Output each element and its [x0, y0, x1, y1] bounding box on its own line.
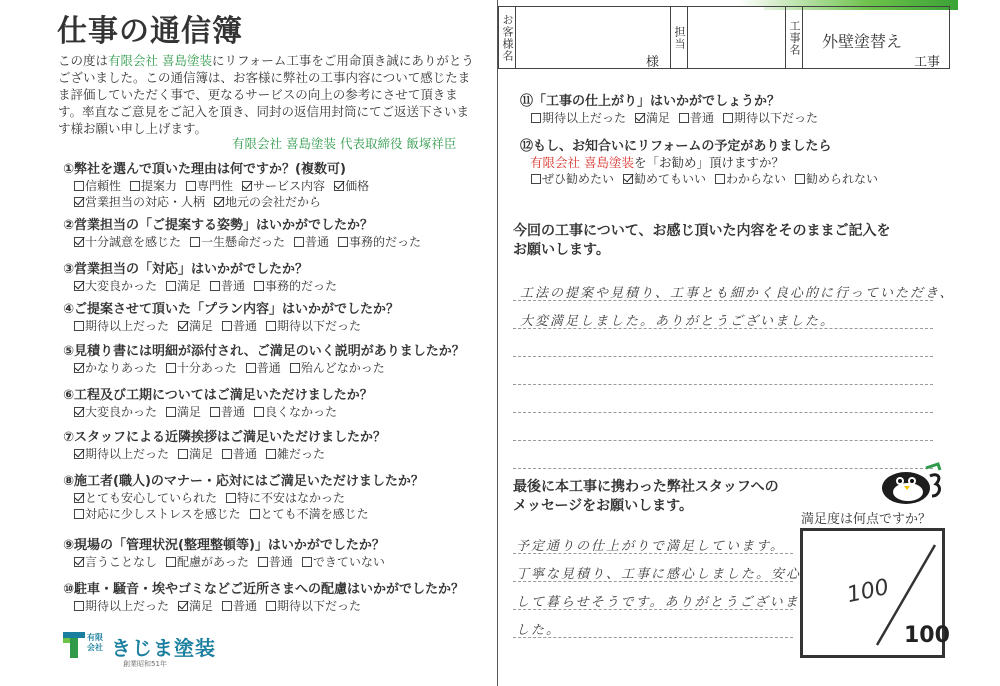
logo-name: きじま塗装 [111, 636, 216, 660]
impressions-title-line2: お願いします。 [513, 242, 610, 258]
checkbox[interactable] [254, 407, 264, 417]
penguin-mascot-icon [878, 462, 948, 506]
checkbox[interactable] [74, 509, 84, 519]
question-4 [63, 302, 483, 334]
checkbox[interactable] [254, 281, 264, 291]
checkbox[interactable] [222, 601, 232, 611]
option-label: 対応に少しストレスを感じた [85, 507, 241, 521]
option [166, 404, 201, 420]
option-label: 普通 [233, 319, 258, 333]
work-suffix: 工事 [914, 55, 941, 70]
checkbox[interactable] [250, 509, 260, 519]
option [74, 278, 157, 294]
option-label: 普通 [233, 447, 258, 461]
score-value: 100 [844, 574, 892, 609]
impressions-title [513, 222, 890, 260]
intro-before: この度は [58, 53, 109, 68]
option-row [63, 490, 483, 506]
option [74, 318, 169, 334]
logo-mark-icon [63, 632, 85, 658]
option [222, 598, 257, 614]
option [74, 554, 157, 570]
option [266, 598, 361, 614]
ruled-line [513, 468, 933, 469]
checkbox[interactable] [214, 197, 224, 207]
option-label: 雑だった [277, 447, 326, 461]
option-label: 普通 [256, 361, 281, 375]
option [222, 446, 257, 462]
option [166, 278, 201, 294]
question-title: ⑩駐車・騒音・埃やゴミなどご近所さまへの配慮はいかがでしたか？ [63, 582, 465, 597]
checkbox[interactable] [294, 237, 304, 247]
checkbox[interactable] [210, 281, 220, 291]
option-label: かなりあった [85, 361, 157, 375]
question-11-options [520, 110, 980, 126]
option-label: とても不満を感じた [260, 507, 369, 521]
question-3 [63, 262, 483, 294]
checkbox[interactable] [74, 281, 84, 291]
option-label: 普通 [233, 599, 258, 613]
option-row [63, 598, 483, 614]
handwritten-line: 大変満足しました。ありがとうございました。 [520, 314, 836, 329]
checkbox[interactable] [302, 557, 312, 567]
option-label: 良くなかった [265, 405, 338, 419]
question-title: ⑨現場の「管理状況(整理整頓等)」はいかがでしたか？ [63, 538, 385, 553]
checkbox[interactable] [130, 181, 140, 191]
ruled-line [513, 384, 933, 385]
option [178, 446, 213, 462]
option [130, 178, 177, 194]
option [246, 360, 281, 376]
option [226, 490, 345, 506]
option [74, 490, 217, 506]
signature: 有限会社 喜島塗装 代表取締役 飯塚祥臣 [232, 136, 457, 151]
option-label: 信頼性 [85, 179, 122, 193]
option-label: 提案力 [141, 179, 178, 193]
option [258, 554, 293, 570]
option [266, 446, 325, 462]
checkbox[interactable] [74, 407, 84, 417]
checkbox[interactable] [190, 237, 200, 247]
option-label: 専門性 [197, 179, 234, 193]
option [186, 178, 233, 194]
score-box[interactable] [800, 528, 950, 658]
intro-company: 有限会社 喜島塗装 [108, 53, 212, 68]
option-label: 満足 [177, 279, 202, 293]
option-label: 大変良かった [85, 405, 158, 419]
question-12-subtitle [520, 155, 980, 171]
checkbox[interactable] [74, 493, 84, 503]
option-label: 期待以下だった [734, 111, 819, 125]
message-title [513, 478, 779, 516]
checkbox[interactable] [679, 113, 689, 123]
option [531, 171, 614, 187]
logo-since: 創業昭和51年 [123, 660, 167, 668]
option [178, 318, 213, 334]
checkbox[interactable] [258, 557, 268, 567]
option [74, 194, 205, 210]
intro-text [58, 52, 478, 137]
checkbox[interactable] [74, 197, 84, 207]
page-title: 仕事の通信簿 [57, 14, 243, 49]
option-label: 一生懸命だった [201, 235, 286, 249]
checkbox[interactable] [246, 363, 256, 373]
question-title: ⑦スタッフによる近隣挨拶はご満足いただけましたか？ [63, 430, 387, 445]
option [290, 360, 385, 376]
handwritten-line: した。 [516, 623, 562, 638]
option [294, 234, 329, 250]
option [74, 506, 241, 522]
company-logo [63, 632, 223, 672]
staff-field[interactable] [690, 7, 764, 45]
option-label: 価格 [345, 179, 370, 193]
customer-suffix: 様 [646, 55, 660, 70]
ruled-line [513, 356, 933, 357]
option-label: できていない [312, 555, 385, 569]
score-label: 満足度は何点ですか？ [801, 512, 932, 527]
option [302, 554, 385, 570]
checkbox[interactable] [74, 321, 84, 331]
option-row [63, 360, 483, 376]
question-title: ⑧施工者(職人)のマナー・応対にはご満足いただけましたか？ [63, 474, 424, 489]
question-12-options [520, 171, 980, 187]
question-6 [63, 388, 483, 420]
option [74, 360, 157, 376]
checkbox[interactable] [74, 601, 84, 611]
question-1 [63, 162, 483, 210]
option-label: 普通 [690, 111, 715, 125]
option-label: 満足 [189, 319, 214, 333]
option-label: とても安心していられた [85, 491, 218, 505]
checkbox[interactable] [623, 174, 633, 184]
option [266, 318, 361, 334]
option-label: 期待以上だった [85, 319, 170, 333]
option-label: 普通 [221, 279, 246, 293]
question-title: ②営業担当の「ご提案する姿勢」はいかがでしたか？ [63, 218, 374, 233]
checkbox[interactable] [74, 557, 84, 567]
option-label: 期待以上だった [85, 599, 170, 613]
checkbox[interactable] [186, 181, 196, 191]
checkbox[interactable] [74, 237, 84, 247]
question-12-title2: を「お勧め」頂けますか？ [633, 155, 784, 170]
option-label: 配慮があった [177, 555, 249, 569]
option-label: 普通 [305, 235, 330, 249]
option-row [63, 506, 483, 522]
option [715, 171, 786, 187]
option-label: 事務的だった [265, 279, 338, 293]
option [254, 278, 337, 294]
option [338, 234, 421, 250]
option-row [63, 234, 483, 250]
option-label: 満足 [189, 599, 214, 613]
option [222, 318, 257, 334]
checkbox[interactable] [166, 407, 176, 417]
checkbox[interactable] [222, 449, 232, 459]
option [795, 171, 878, 187]
option-label: 満足 [189, 447, 214, 461]
option [210, 278, 245, 294]
option-label: 十分誠意を感じた [85, 235, 182, 249]
handwritten-line: 予定通りの仕上がりで満足しています。 [516, 539, 785, 554]
question-title: ④ご提案させて頂いた「プラン内容」はいかがでしたか？ [63, 302, 400, 317]
option-label: 地元の会社だから [225, 195, 322, 209]
question-2 [63, 218, 483, 250]
checkbox[interactable] [166, 281, 176, 291]
option-row [63, 178, 483, 194]
option-label: 満足 [177, 405, 202, 419]
question-title: ①弊社を選んで頂いた理由は何ですか？(複数可) [63, 162, 346, 177]
option-label: 普通 [268, 555, 293, 569]
message-title-line2: メッセージをお願いします。 [513, 498, 694, 514]
handwritten-line: 工法の提案や見積り、工事とも細かく良心的に行っていただき、 [520, 286, 955, 301]
checkbox[interactable] [210, 407, 220, 417]
option-row [63, 194, 483, 210]
checkbox[interactable] [531, 113, 541, 123]
question-8 [63, 474, 483, 522]
option [74, 178, 121, 194]
option-label: 満足 [646, 111, 671, 125]
checkbox[interactable] [334, 181, 344, 191]
checkbox[interactable] [222, 321, 232, 331]
option [679, 110, 714, 126]
question-10 [63, 582, 483, 614]
checkbox[interactable] [290, 363, 300, 373]
left-column [0, 0, 490, 686]
customer-name-label: お客様名 [498, 7, 516, 68]
logo-company-type: 有限 会社 [87, 633, 103, 652]
question-5 [63, 344, 483, 376]
checkbox[interactable] [723, 113, 733, 123]
option-row [63, 554, 483, 570]
handwritten-line: 丁寧な見積り、工事に感心しました。安心 [516, 567, 802, 582]
option-row [63, 318, 483, 334]
checkbox[interactable] [635, 113, 645, 123]
checkbox[interactable] [226, 493, 236, 503]
staff-label: 担当 [670, 7, 688, 68]
option-label: 大変良かった [85, 279, 158, 293]
option-label: 期待以上だった [542, 111, 627, 125]
option [334, 178, 369, 194]
question-9 [63, 538, 483, 570]
checkbox[interactable] [74, 181, 84, 191]
question-12 [520, 139, 980, 187]
checkbox[interactable] [178, 449, 188, 459]
work-name-label: 工事名 [785, 7, 803, 68]
question-12-company: 有限会社 喜島塗装 [530, 155, 634, 170]
option [74, 598, 169, 614]
option [210, 404, 245, 420]
checkbox[interactable] [74, 363, 84, 373]
option [74, 446, 169, 462]
question-11-title: ⑪「工事の仕上がり」はいかがでしょうか？ [520, 94, 781, 109]
checkbox[interactable] [74, 449, 84, 459]
checkbox[interactable] [531, 174, 541, 184]
question-12-title: ⑫もし、お知合いにリフォームの予定がありましたら [520, 139, 832, 154]
ruled-line [513, 412, 933, 413]
option-label: 殆んどなかった [300, 361, 385, 375]
option-label: 特に不安はなかった [237, 491, 346, 505]
option-label: 事務的だった [349, 235, 422, 249]
intro-after: にリフォーム工事をご用命頂き誠にありがとうございました。この通信簿は、お客様に弊社の工事内容について感じたまま評価していただく事で、更なるサービスの向上の参考にさせて頂きます。率直なご意見をご記入を頂き、同封の返信用封筒にてご返送下さいます様お願い申し上げます。 [58, 53, 474, 136]
question-title: ⑥工程及び工期についてはご満足いただけましたか？ [63, 388, 373, 403]
header-table [498, 6, 950, 69]
question-7 [63, 430, 483, 462]
option [190, 234, 285, 250]
checkbox[interactable] [166, 557, 176, 567]
option-label: 十分あった [176, 361, 237, 375]
checkbox[interactable] [338, 237, 348, 247]
option-label: わからない [726, 172, 787, 186]
checkbox[interactable] [266, 321, 276, 331]
option-label: 勧められない [806, 172, 879, 186]
option [74, 234, 181, 250]
message-title-line1: 最後に本工事に携わった弊社スタッフへの [513, 479, 779, 495]
ruled-line [513, 440, 933, 441]
score-max: 100 [904, 623, 950, 648]
right-column [498, 0, 1000, 686]
checkbox[interactable] [266, 449, 276, 459]
checkbox[interactable] [178, 601, 188, 611]
option [623, 171, 706, 187]
checkbox[interactable] [178, 321, 188, 331]
checkbox[interactable] [266, 601, 276, 611]
handwritten-line: して暮らせそうです。ありがとうございま [516, 595, 800, 610]
option-label: サービス内容 [253, 179, 326, 193]
option-row [63, 404, 483, 420]
option [214, 194, 321, 210]
option-label: 普通 [221, 405, 246, 419]
impressions-title-line1: 今回の工事について、お感じ頂いた内容をそのままご記入を [513, 223, 891, 239]
option [723, 110, 818, 126]
option-label: 言うことなし [85, 555, 158, 569]
option [178, 598, 213, 614]
option [635, 110, 670, 126]
option [254, 404, 337, 420]
question-11 [520, 94, 980, 126]
option [166, 360, 237, 376]
option [166, 554, 249, 570]
question-title: ③営業担当の「対応」はいかがでしたか？ [63, 262, 309, 277]
option-row [63, 446, 483, 462]
option-label: ぜひ勧めたい [542, 172, 615, 186]
option-label: 営業担当の対応・人柄 [85, 195, 206, 209]
option-label: 期待以下だった [277, 599, 362, 613]
work-name: 外壁塗替え [822, 32, 903, 51]
option [250, 506, 369, 522]
checkbox[interactable] [166, 363, 176, 373]
question-title: ⑤見積り書には明細が添付され、ご満足のいく説明がありましたか？ [63, 344, 465, 359]
option-row [63, 278, 483, 294]
option-label: 勧めてもいい [634, 172, 707, 186]
option [242, 178, 325, 194]
checkbox[interactable] [715, 174, 725, 184]
option [531, 110, 626, 126]
option-label: 期待以上だった [85, 447, 170, 461]
checkbox[interactable] [242, 181, 252, 191]
option-label: 期待以下だった [277, 319, 362, 333]
checkbox[interactable] [795, 174, 805, 184]
option [74, 404, 157, 420]
